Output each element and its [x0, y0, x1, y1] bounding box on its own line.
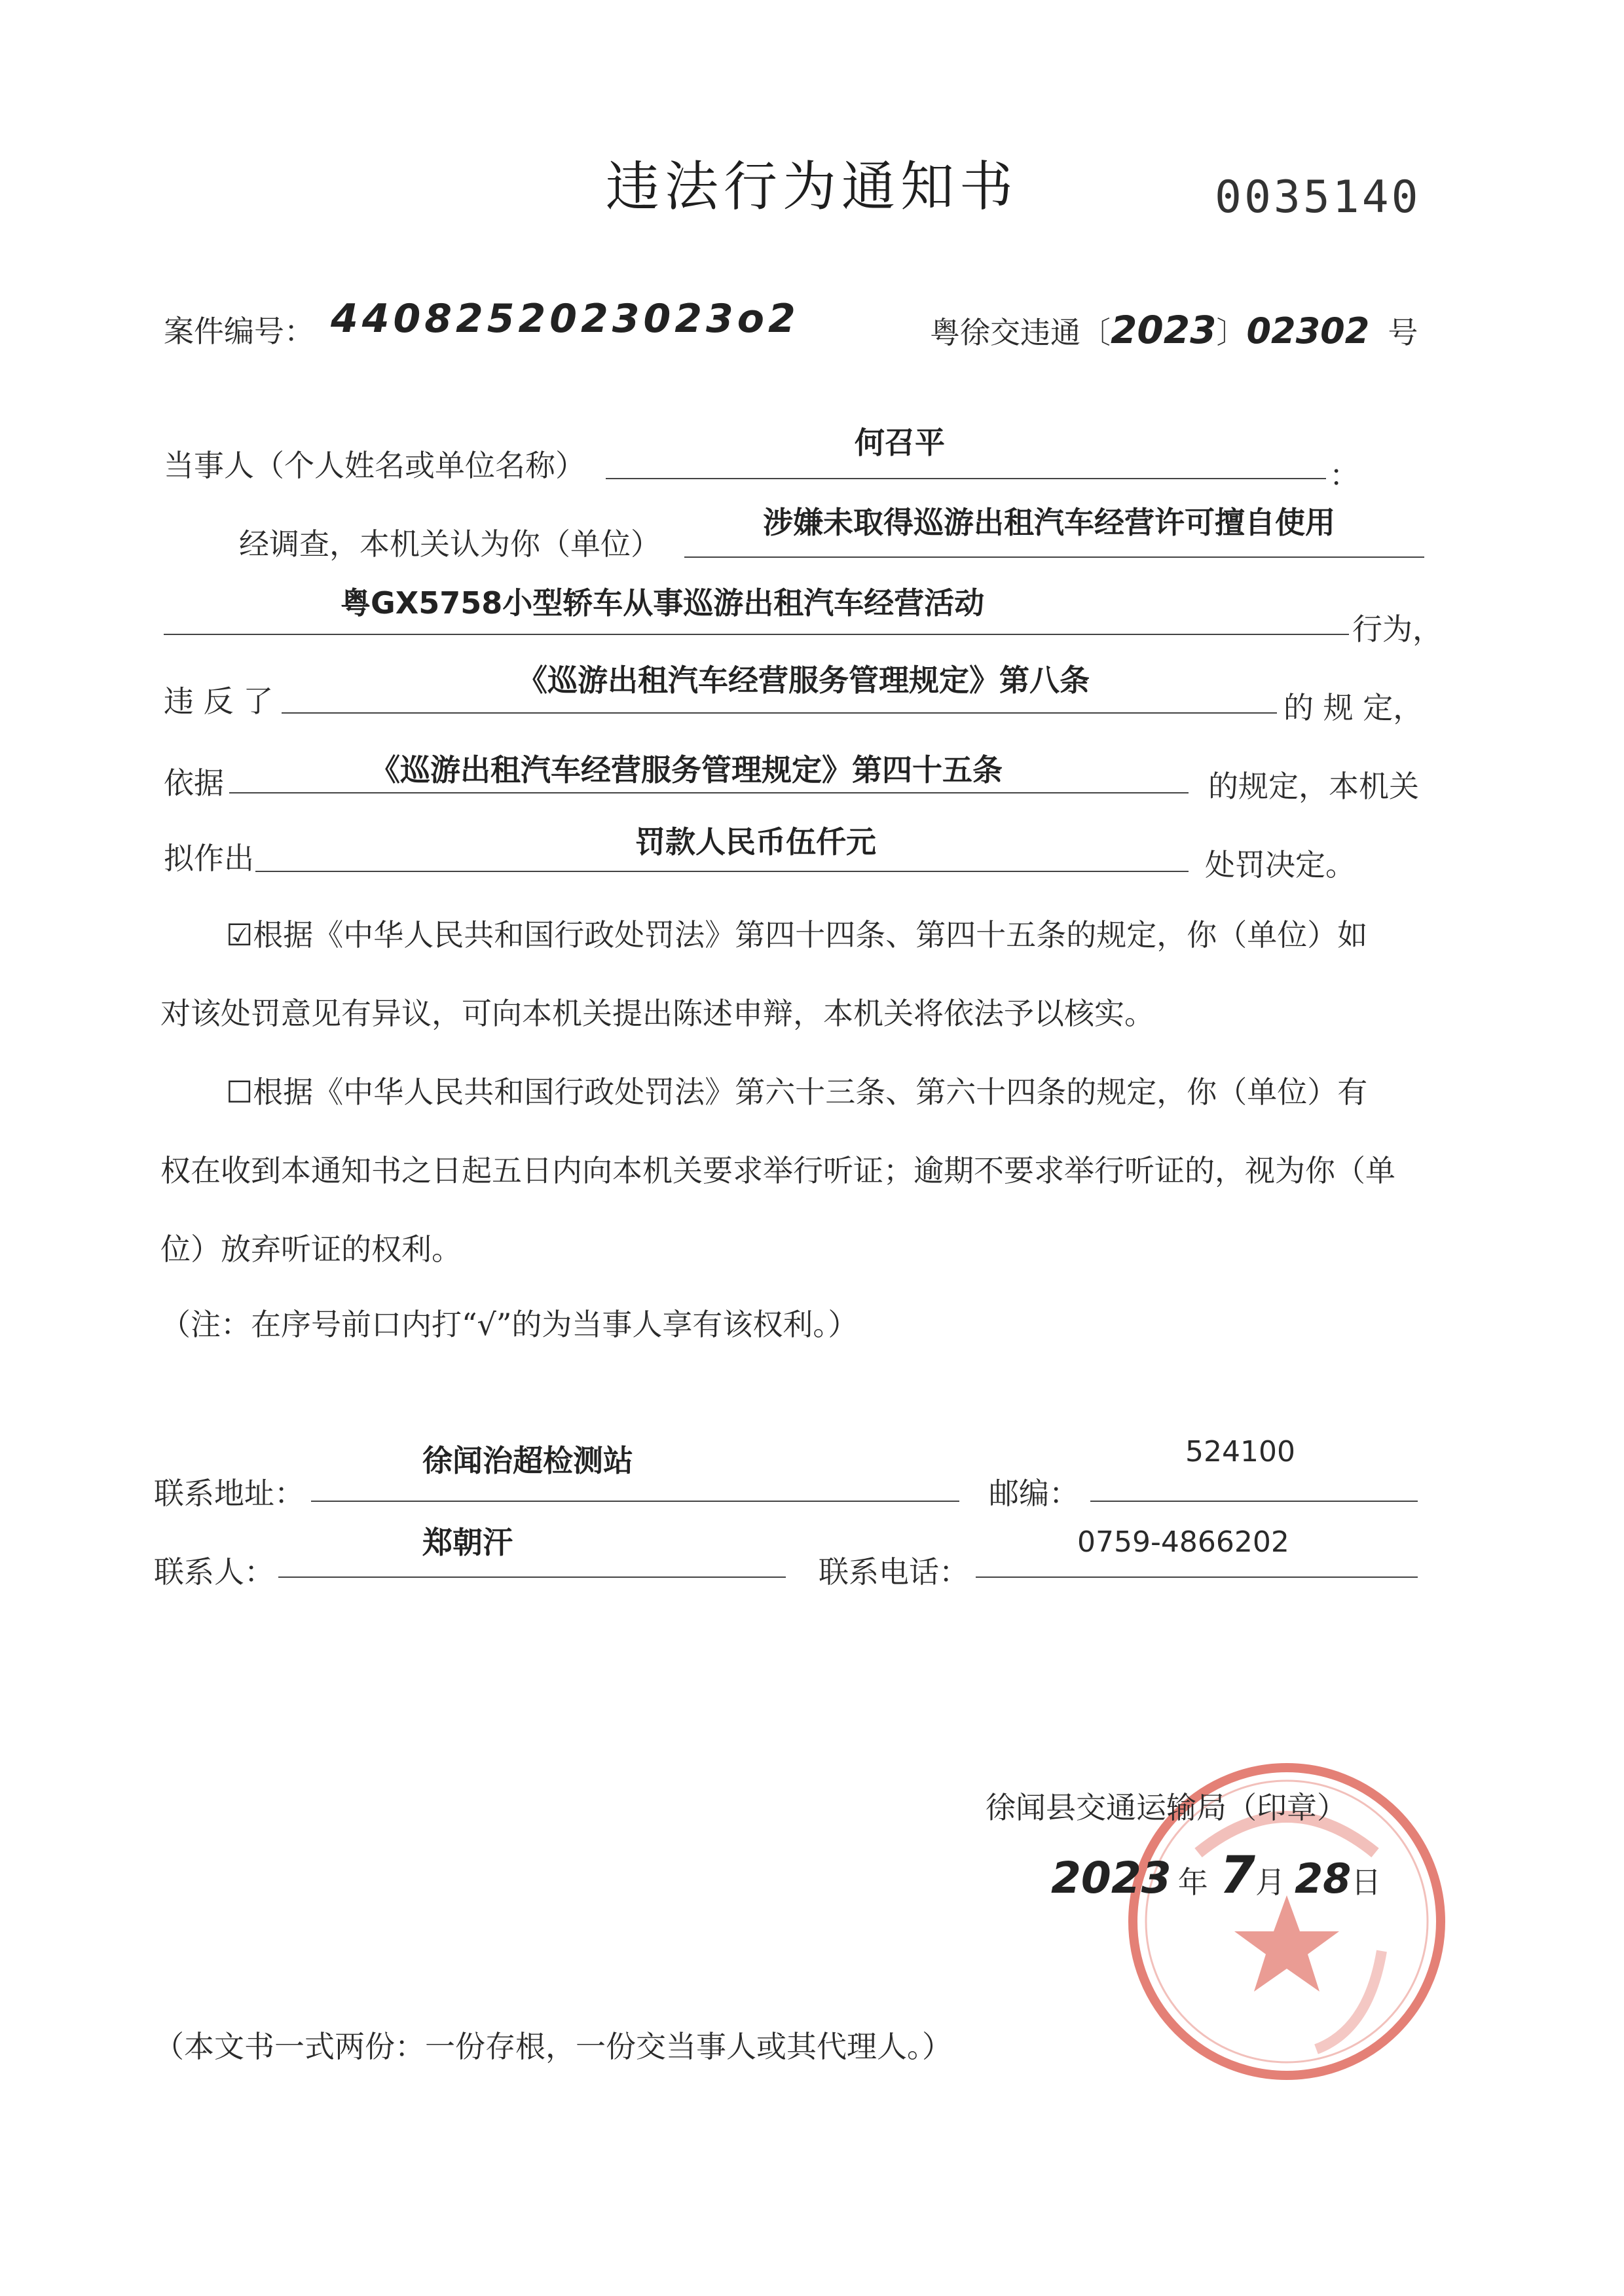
phone-label: 联系电话：	[819, 1554, 969, 1590]
party-underline	[606, 478, 1326, 479]
doc-year: 2023	[1111, 308, 1217, 352]
date-day: 28	[1294, 1855, 1352, 1903]
address-underline	[311, 1501, 959, 1502]
document-title: 违法行为通知书	[606, 156, 1019, 218]
date-month: 7	[1219, 1846, 1255, 1905]
decision-value: 罚款人民币伍仟元	[635, 824, 876, 860]
findings-line1: 涉嫌未取得巡游出租汽车经营许可擅自使用	[763, 505, 1335, 540]
violate-label: 违 反 了	[164, 683, 274, 719]
statement-checkbox[interactable]: ☑	[226, 917, 253, 953]
rights-note: （注：在序号前口内打“√”的为当事人享有该权利。）	[160, 1307, 858, 1342]
date-month-unit: 月	[1255, 1865, 1285, 1900]
violate-value: 《巡游出租汽车经营服务管理规定》第八条	[517, 663, 1090, 698]
contact-person-label: 联系人：	[154, 1554, 274, 1590]
statement-text-2: 对该处罚意见有异议，可向本机关提出陈述申辩，本机关将依法予以核实。	[160, 996, 1154, 1031]
doc-mid: 〕	[1216, 315, 1247, 350]
statement-text-1: 根据《中华人民共和国行政处罚法》第四十四条、第四十五条的规定，你（单位）如	[253, 917, 1368, 953]
postcode-label: 邮编：	[989, 1476, 1079, 1511]
party-colon: ：	[1329, 458, 1359, 493]
findings-line2-suffix: 行为，	[1352, 611, 1443, 647]
postcode-value: 524100	[1185, 1435, 1295, 1468]
findings-line2: 粤GX5758小型轿车从事巡游出租汽车经营活动	[341, 585, 985, 621]
contact-person-value: 郑朝汗	[422, 1525, 513, 1560]
serial-number: 0035140	[1215, 172, 1421, 223]
issue-date	[1051, 1846, 1381, 1905]
decision-label: 拟作出	[164, 841, 254, 876]
doc-prefix: 粤徐交违通〔	[930, 315, 1111, 350]
contact-person-underline	[278, 1576, 786, 1578]
hearing-text-3: 位）放弃听证的权利。	[160, 1231, 462, 1267]
hearing-text-2: 权在收到本通知书之日起五日内向本机关要求举行听证；逾期不要求举行听证的，视为你（单	[160, 1153, 1395, 1188]
copies-note: （本文书一式两份：一份存根，一份交当事人或其代理人。）	[154, 2029, 952, 2064]
issuing-authority: 徐闻县交通运输局（印章）	[986, 1790, 1347, 1825]
hearing-text-1: 根据《中华人民共和国行政处罚法》第六十三条、第六十四条的规定，你（单位）有	[253, 1074, 1368, 1110]
decision-underline	[255, 871, 1189, 872]
basis-value: 《巡游出租汽车经营服务管理规定》第四十五条	[370, 752, 1003, 788]
phone-value: 0759-4866202	[1077, 1525, 1289, 1559]
doc-suffix: 号	[1388, 315, 1418, 350]
hearing-checkbox[interactable]: ☐	[226, 1074, 253, 1110]
decision-suffix: 处罚决定。	[1205, 847, 1356, 883]
date-day-unit: 日	[1351, 1865, 1382, 1900]
doc-num: 02302	[1246, 310, 1370, 352]
findings-line1-underline	[684, 556, 1424, 558]
doc-number	[930, 308, 1418, 352]
phone-underline	[976, 1576, 1418, 1578]
case-number-label: 案件编号：	[164, 314, 314, 349]
date-year-unit: 年	[1177, 1865, 1208, 1900]
hearing-right	[226, 1074, 1368, 1110]
findings-intro: 经调查，本机关认为你（单位）	[239, 526, 661, 562]
postcode-underline	[1090, 1501, 1418, 1502]
violate-suffix: 的 规 定，	[1283, 690, 1424, 725]
party-name: 何召平	[855, 425, 945, 460]
basis-suffix: 的规定，本机关	[1208, 769, 1419, 804]
address-label: 联系地址：	[154, 1476, 304, 1511]
basis-label: 依据	[164, 765, 224, 801]
statement-right	[226, 917, 1368, 953]
case-number-value: 4408252023023o2	[331, 296, 800, 342]
date-year: 2023	[1051, 1853, 1172, 1903]
violate-underline	[282, 712, 1277, 714]
basis-underline	[229, 792, 1189, 793]
findings-line2-underline	[164, 634, 1349, 635]
address-value: 徐闻治超检测站	[422, 1443, 633, 1478]
party-label: 当事人（个人姓名或单位名称）	[164, 448, 585, 483]
